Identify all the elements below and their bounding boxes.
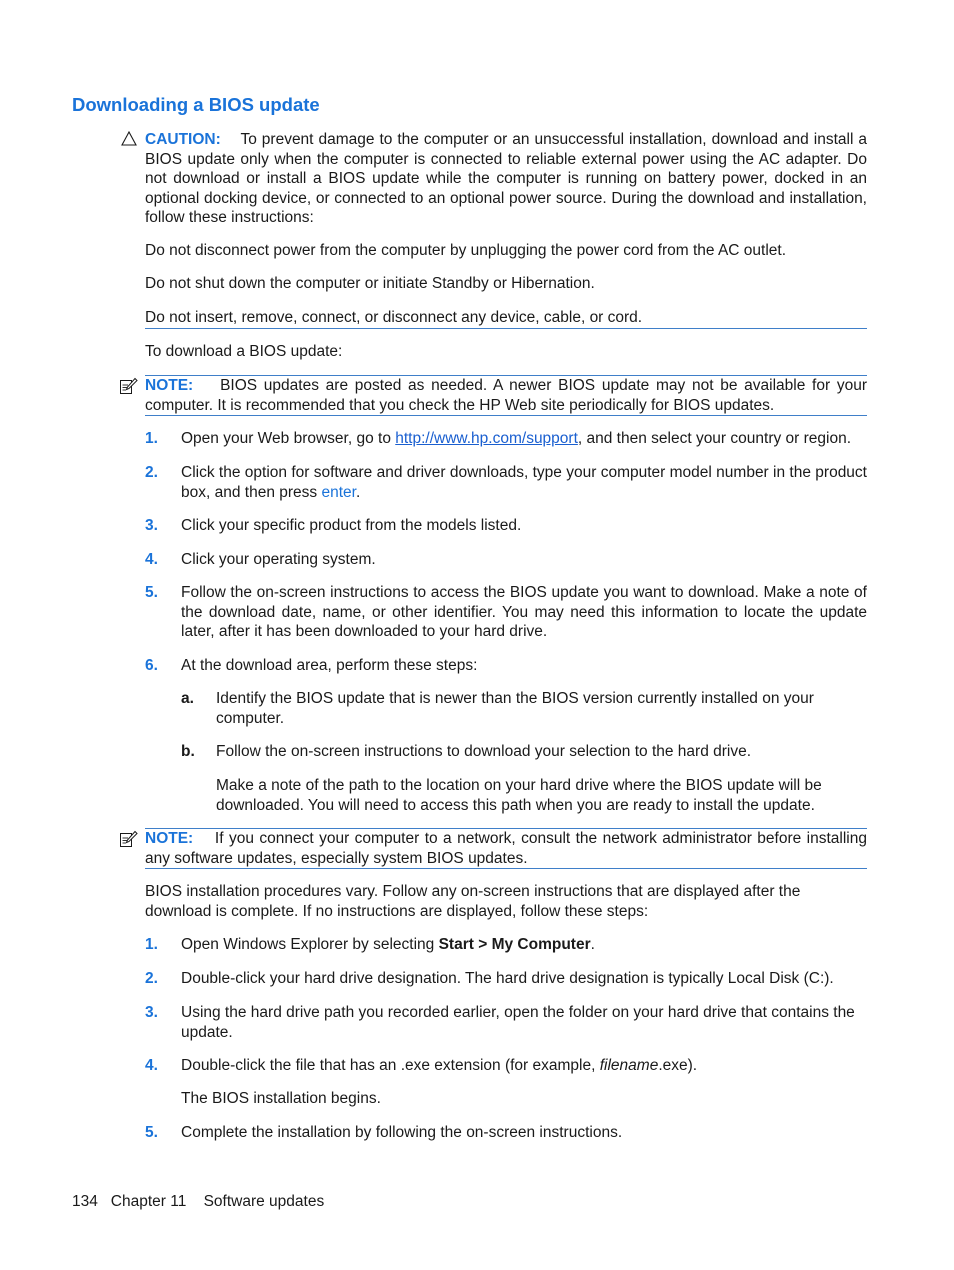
- step-text: .: [590, 936, 595, 953]
- step-number: 6.: [145, 657, 158, 674]
- step-number: 1.: [145, 430, 158, 447]
- sub-step-letter: a.: [181, 690, 194, 707]
- sub-step-letter: b.: [181, 743, 195, 760]
- chapter-label: Chapter 11: [110, 1193, 187, 1210]
- note1-bottom-rule: [145, 415, 867, 416]
- download-step-3: Click your specific product from the models listed.: [181, 517, 522, 534]
- note-pencil-icon: [119, 377, 138, 401]
- sub-step-a: Identify the BIOS update that is newer than the BIOS version currently installed on your computer.: [216, 690, 814, 727]
- install-begins-text: The BIOS installation begins.: [181, 1090, 381, 1107]
- step-text: , and then select your country or region.: [577, 430, 852, 447]
- caution-bottom-rule: [145, 328, 867, 329]
- step-number: 3.: [145, 517, 158, 534]
- step-text: .exe).: [658, 1057, 698, 1074]
- step-text: .: [355, 483, 361, 501]
- caution-label: CAUTION:: [145, 131, 221, 148]
- step-number: 5.: [145, 584, 158, 601]
- install-step-5: Complete the installation by following the on-screen instructions.: [181, 1124, 623, 1141]
- enter-key: enter: [321, 483, 356, 501]
- note2-label: NOTE:: [145, 830, 194, 847]
- chapter-title: Software updates: [203, 1193, 325, 1210]
- caution-item-1: Do not disconnect power from the computer by unplugging the power cord from the AC outlet.: [145, 242, 787, 259]
- download-step-1: [181, 429, 867, 449]
- step-text: Open your Web browser, go to: [181, 430, 396, 447]
- menu-path: Start > My Computer: [438, 936, 591, 953]
- step-number: 4.: [145, 1057, 158, 1074]
- note2-bottom-rule: [145, 868, 867, 869]
- install-step-3: Using the hard drive path you recorded earlier, open the folder on your hard drive that contains the update.: [181, 1004, 855, 1041]
- download-step-5: Follow the on-screen instructions to access the BIOS update you want to download. Make a note of the download date, name, or other identifier. You may need this information to locate the update later, after it has been downloaded to your hard drive.: [181, 584, 867, 640]
- note1-text: BIOS updates are posted as needed. A newer BIOS update may not be available for your computer. It is recommended that you check the HP Web site periodically for BIOS updates.: [145, 377, 868, 414]
- download-step-4: Click your operating system.: [181, 551, 376, 568]
- intro-text: To download a BIOS update:: [145, 343, 343, 360]
- step-text: Click the option for software and driver downloads, type your computer model number in the product box, and then press: [181, 464, 867, 501]
- caution-item-2: Do not shut down the computer or initiate Standby or Hibernation.: [145, 275, 595, 292]
- step-number: 4.: [145, 551, 158, 568]
- note2-paragraph: [145, 829, 867, 868]
- section-heading: Downloading a BIOS update: [72, 94, 320, 115]
- caution-triangle-icon: [121, 131, 137, 152]
- step-number: 5.: [145, 1124, 158, 1141]
- caution-paragraph: [145, 130, 867, 228]
- install-intro: BIOS installation procedures vary. Follow any on-screen instructions that are displayed after the download is complete. If no instructions are displayed, follow these steps:: [145, 883, 801, 920]
- sub-step-b: Follow the on-screen instructions to download your selection to the hard drive.: [216, 743, 752, 760]
- install-step-2: Double-click your hard drive designation. The hard drive designation is typically Local Disk (C:).: [181, 970, 834, 987]
- page-footer: [72, 1192, 324, 1212]
- filename-placeholder: filename: [599, 1057, 659, 1074]
- step-text: Open Windows Explorer by selecting: [181, 936, 439, 953]
- install-step-4: [181, 1056, 867, 1076]
- step-number: 3.: [145, 1004, 158, 1021]
- caution-text: To prevent damage to the computer or an unsuccessful installation, download and install a BIOS update only when the computer is connected to reliable external power using the AC adapter. Do not download or install a BIOS update while the computer is running on battery power, docked in an optional docking device, or connected to an optional power source. During the download and installation, follow these instructions:: [145, 131, 867, 226]
- note1-paragraph: [145, 376, 867, 415]
- install-step-1: [181, 935, 867, 955]
- hp-support-link[interactable]: http://www.hp.com/support: [395, 430, 578, 447]
- page-number: 134: [72, 1193, 98, 1210]
- note-pencil-icon: [119, 830, 138, 854]
- note2-text: If you connect your computer to a network, consult the network administrator before installing any software updates, especially system BIOS updates.: [145, 830, 867, 867]
- sub-note: Make a note of the path to the location on your hard drive where the BIOS update will be downloaded. You will need to access this path when you are ready to install the update.: [216, 777, 822, 814]
- download-step-6: At the download area, perform these steps:: [181, 657, 478, 674]
- step-number: 1.: [145, 936, 158, 953]
- note1-label: NOTE:: [145, 377, 194, 394]
- step-number: 2.: [145, 970, 158, 987]
- step-text: Double-click the file that has an .exe extension (for example,: [181, 1057, 600, 1074]
- download-step-2: [181, 463, 867, 502]
- step-number: 2.: [145, 464, 158, 481]
- caution-item-3: Do not insert, remove, connect, or disconnect any device, cable, or cord.: [145, 309, 643, 326]
